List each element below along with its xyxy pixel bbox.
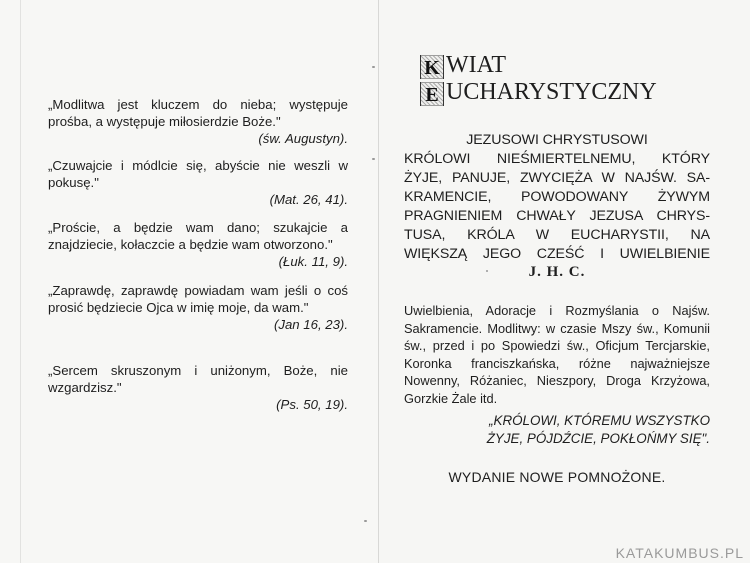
quote-source: (Łuk. 11, 9). <box>278 254 348 269</box>
motto-line: „KRÓLOWI, KTÓREMU WSZYSTKO <box>489 413 710 428</box>
dedication-line: JEZUSOWI CHRYSTUSOWI <box>466 132 648 148</box>
quote-text: „Modlitwa jest kluczem do nieba; występuje prośba, a występuje miłosierdzie Boże." <box>48 97 348 129</box>
dedication-line: ŻYJE, PANUJE, ZWYCIĘŻA W NAJŚW. SA- <box>404 170 710 186</box>
dedication-line: WIĘKSZĄ JEGO CZEŚĆ I UWIELBIENIE <box>404 246 710 262</box>
quote-jan <box>48 282 348 333</box>
quote-text: „Zaprawdę, zaprawdę powiadam wam jeśli o coś prosić będziecie Ojca w imię moje, da wam." <box>48 283 348 315</box>
title-word-2: UCHARYSTYCZNY <box>446 79 657 105</box>
scan-speck <box>372 66 375 68</box>
quote-luk <box>48 219 348 270</box>
quote-text: „Czuwajcie i módlcie się, abyście nie weszli w pokusę." <box>48 158 348 190</box>
ornamental-initial: K <box>420 55 444 79</box>
quote-text: „Proście, a będzie wam dano; szukajcie a znajdziecie, kołaczcie a będzie wam otworzono." <box>48 220 348 252</box>
quote-source: (Mat. 26, 41). <box>269 192 348 207</box>
scan-speck <box>372 158 375 160</box>
quote-source: (Ps. 50, 19). <box>276 397 348 412</box>
quote-source: (św. Augustyn). <box>258 131 348 146</box>
dedication-line: KRÓLOWI NIEŚMIERTELNEMU, KTÓRY <box>404 151 710 167</box>
dedication-line: PRAGNIENIEM CHWAŁY JEZUSA CHRYS- <box>404 208 710 224</box>
quote-augustyn <box>48 96 348 147</box>
title-word-1: WIAT <box>446 52 506 78</box>
book-title <box>420 52 680 106</box>
motto-line: ŻYJE, PÓJDŹCIE, POKŁOŃMY SIĘ". <box>486 431 710 446</box>
scan-speck <box>364 520 367 522</box>
quote-ps <box>48 362 348 413</box>
jhc-monogram: J. H. C. <box>528 264 586 280</box>
ornamental-initial: E <box>420 82 444 106</box>
dedication-line: TUSA, KRÓLA W EUCHARYSTII, NA <box>404 227 710 243</box>
dedication <box>404 131 710 264</box>
contents-summary: Uwielbienia, Adoracje i Rozmyślania o Najśw. Sakramencie. Modlitwy: w czasie Mszy św., Komunii św., przed i po Spowiedzi św., Oficjum Tercjarskie, Koronka franciszkańska, różne najważniejsze Nowenny, Różaniec, Nieszpory, Droga Krzyżowa, Gorzkie Żale itd. <box>404 303 710 406</box>
quote-source: (Jan 16, 23). <box>273 317 348 332</box>
quote-text: „Sercem skruszonym i uniżonym, Boże, nie wzgardzisz." <box>48 363 348 395</box>
edition-note: WYDANIE NOWE POMNOŻONE. <box>448 469 666 485</box>
title-line-1 <box>420 52 680 79</box>
quote-mat <box>48 157 348 208</box>
site-watermark: KATAKUMBUS.PL <box>615 545 744 561</box>
title-line-2 <box>420 79 680 106</box>
motto <box>404 412 710 448</box>
dedication-line: KRAMENCIE, POWODOWANY ŻYWYM <box>404 189 710 205</box>
scan-speck <box>486 270 488 272</box>
